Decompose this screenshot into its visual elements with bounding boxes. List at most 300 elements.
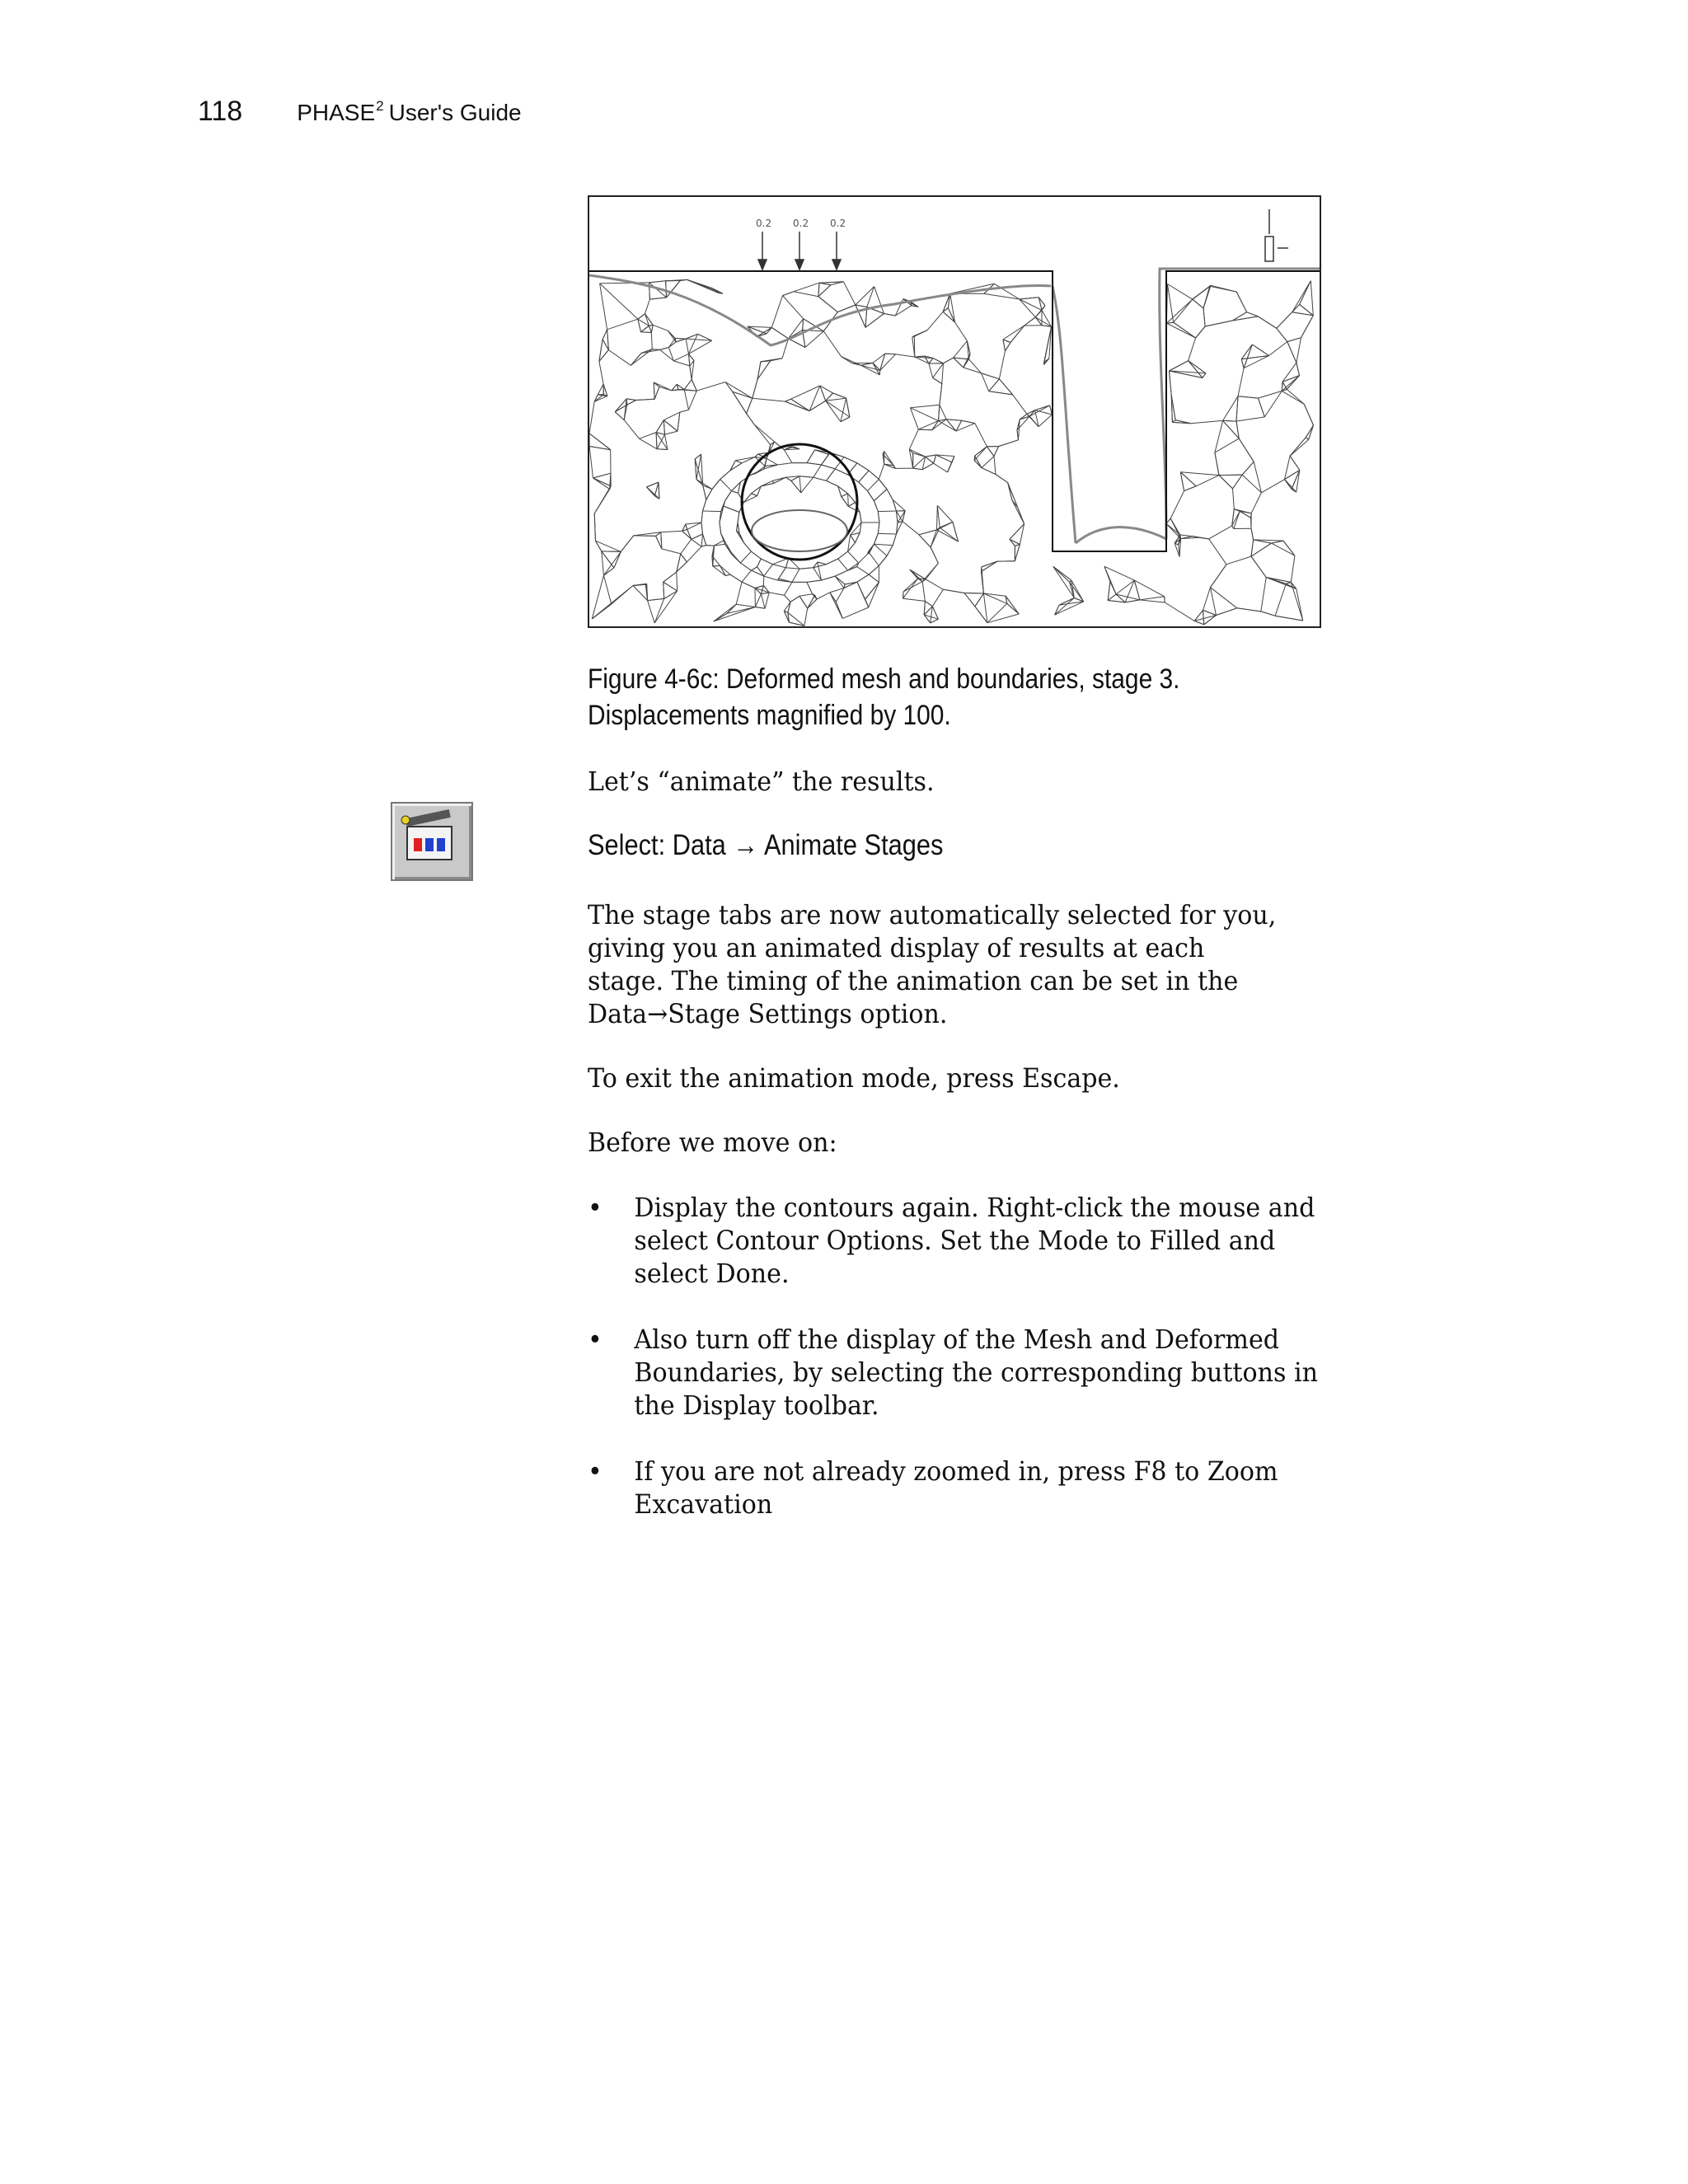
mesh-edge [859, 482, 868, 491]
mesh-edge [678, 412, 680, 431]
mesh-edge [593, 478, 610, 490]
mesh-edge [1174, 299, 1193, 322]
mesh-edge [1242, 462, 1254, 475]
mesh-edge [1007, 603, 1019, 614]
mesh-edge [1241, 344, 1252, 359]
mesh-edge [1053, 566, 1075, 598]
figure-caption [588, 661, 1240, 733]
mesh-edge [1013, 395, 1027, 415]
mesh-edge [1236, 292, 1246, 312]
mesh-edge [805, 331, 823, 348]
mesh-edge [751, 494, 757, 496]
mesh-edge [868, 491, 874, 501]
support-marker-icon [1265, 209, 1288, 261]
mesh-edge [1018, 508, 1025, 524]
mesh-edge [626, 399, 636, 401]
mesh-edge [1165, 602, 1194, 621]
mesh-edge [1296, 363, 1300, 376]
mesh-edge [868, 544, 874, 554]
mesh-edge [757, 327, 771, 336]
mesh-edge [1282, 391, 1304, 404]
mesh-edge [713, 566, 726, 576]
mesh-edge [1290, 440, 1309, 457]
mesh-edge [1203, 373, 1206, 378]
mesh-edge [657, 449, 668, 450]
mesh-edge [1272, 543, 1295, 555]
mesh-edge [922, 563, 938, 581]
mesh-edge [982, 457, 994, 468]
mesh-edge [1233, 475, 1243, 489]
caption-line-2: Displacements magnified by 100. [588, 700, 951, 731]
mesh-edge [842, 494, 848, 497]
mesh-edge [1292, 281, 1311, 312]
bullet-icon: • [588, 1192, 603, 1223]
mesh-edge [954, 358, 964, 368]
mesh-edge [600, 284, 638, 319]
mesh-edge [903, 579, 918, 598]
mesh-edge [755, 454, 758, 457]
mesh-edge [918, 429, 931, 430]
mesh-edge [913, 468, 923, 470]
load-arrows [758, 232, 841, 269]
mesh-edge [764, 458, 767, 469]
mesh-edge [860, 513, 861, 523]
mesh-edge [940, 527, 958, 541]
mesh-edge [1287, 389, 1304, 404]
mesh-edge [1174, 322, 1196, 338]
mesh-edge [982, 468, 996, 475]
mesh-edge [631, 354, 641, 366]
mesh-edge [589, 447, 593, 479]
mesh-edge [790, 596, 799, 602]
mesh-edge [1010, 524, 1025, 540]
mesh-edge [869, 583, 879, 608]
mesh-edge [653, 325, 668, 330]
mesh-edge [662, 549, 681, 554]
mesh-edge [1251, 528, 1254, 540]
mesh-edge [818, 297, 837, 312]
mesh-edge [857, 567, 870, 575]
mesh-edge [692, 534, 703, 539]
mesh-edge [1219, 475, 1242, 476]
mesh-edge [592, 604, 612, 619]
mesh-edge [869, 574, 879, 582]
mesh-edge [603, 384, 607, 396]
mesh-edge [975, 424, 987, 447]
mesh-edge [608, 350, 631, 366]
mesh-edge [857, 574, 869, 582]
mesh-edge [656, 420, 663, 433]
mesh-edge [792, 569, 799, 582]
mesh-edge [755, 607, 765, 609]
mesh-edge [946, 419, 962, 421]
mesh-edge [714, 604, 736, 621]
load-label-1: 0.2 [756, 218, 772, 229]
mesh-edge [1140, 597, 1165, 600]
mesh-edge [975, 593, 984, 607]
mesh-edge [931, 619, 939, 623]
mesh-edge [994, 447, 999, 457]
mesh-edge [955, 322, 968, 341]
mesh-edge [925, 601, 932, 606]
mesh-edge [1108, 601, 1125, 602]
mesh-edge [933, 359, 944, 363]
mesh-edge [1259, 391, 1282, 398]
mesh-edge [1290, 438, 1306, 456]
animate-stages-button[interactable] [391, 802, 473, 881]
mesh-edge [660, 348, 669, 350]
mesh-edge [743, 494, 751, 503]
mesh-edge [1237, 608, 1261, 612]
mesh-edge [607, 330, 609, 350]
mesh-edge [937, 506, 938, 530]
mesh-edge [1050, 405, 1053, 415]
mesh-edge [673, 361, 690, 366]
mesh-edge [1125, 600, 1140, 602]
mesh-edge [1251, 556, 1266, 577]
mesh-edge [761, 594, 765, 608]
mesh-edge [738, 513, 739, 523]
mesh-edge [673, 354, 688, 361]
mesh-edge [641, 332, 652, 333]
mesh-edge [896, 354, 915, 357]
mesh-edge [1304, 404, 1313, 425]
mesh-edge [640, 433, 657, 439]
mesh-edge [1275, 583, 1286, 616]
mesh-edge [603, 330, 607, 340]
mesh-edge [1203, 610, 1217, 615]
mesh-edge [1035, 317, 1042, 326]
mesh-edge [939, 421, 957, 431]
mesh-edge [956, 424, 975, 432]
mesh-edge [1203, 286, 1210, 308]
mesh-edge [932, 589, 943, 606]
animate-intro: Let’s “animate” the results. [588, 766, 935, 797]
mesh-edge [736, 582, 742, 604]
mesh-edge [725, 491, 732, 501]
mesh-edge [701, 511, 703, 523]
mesh-edge [649, 326, 651, 332]
mesh-edge [661, 531, 682, 532]
mesh-edge [594, 486, 611, 513]
mesh-edge [1272, 541, 1283, 543]
deformed-excavation-wall-right [1160, 269, 1320, 539]
mesh-edge [820, 386, 826, 401]
mesh-edge [1170, 371, 1172, 395]
mesh-edge [783, 296, 804, 319]
mesh-edge [754, 424, 770, 444]
mesh-edge [1170, 361, 1189, 371]
mesh-edge [826, 398, 846, 401]
mesh-edge [701, 534, 702, 546]
mesh-edge [942, 363, 944, 384]
mesh-edge [838, 559, 848, 570]
mesh-edge [621, 536, 633, 552]
mesh-edge [675, 338, 686, 339]
mesh-edge [690, 366, 692, 380]
mesh-edge [645, 299, 650, 314]
mesh-edge [1006, 596, 1019, 614]
bullet-text: Also turn off the display of the Mesh and Deformed Boundaries, by selecting the corresponding buttons in the Display toolbar. [634, 1324, 1318, 1421]
mesh-edge [600, 284, 607, 330]
mesh-edge [1226, 556, 1251, 565]
mesh-edge [803, 319, 804, 330]
mesh-edge [822, 576, 836, 580]
mesh-edge [724, 506, 739, 512]
mesh-edge [964, 593, 984, 594]
mesh-edge [823, 331, 841, 357]
mesh-edge [814, 477, 827, 480]
mesh-edge [767, 458, 778, 465]
mesh-edge [703, 511, 721, 512]
mesh-edge [666, 281, 667, 298]
mesh-edge [612, 586, 633, 605]
mesh-edge [1003, 340, 1010, 343]
mesh-edge [602, 551, 621, 552]
mesh-edge [879, 480, 887, 490]
mesh-edge [747, 414, 755, 425]
mesh-edge [755, 594, 761, 607]
mesh-edge [893, 534, 896, 546]
mesh-edge [784, 595, 790, 602]
mesh-edge [1234, 511, 1240, 528]
mesh-edge [931, 547, 938, 563]
mesh-edge [706, 490, 712, 500]
mesh-edge [826, 401, 850, 417]
mesh-edge [664, 591, 678, 598]
mesh-edge [733, 391, 747, 413]
mesh-edge [648, 601, 655, 623]
list-item [588, 1191, 1331, 1290]
mesh-edge [592, 575, 603, 619]
mesh-edge [663, 582, 678, 591]
mesh-edge [677, 554, 681, 572]
mesh-edge [865, 314, 884, 328]
mesh-edge [1239, 438, 1254, 462]
mesh-edge [680, 410, 689, 412]
mesh-edge [1215, 420, 1223, 452]
mesh-edge [1223, 420, 1236, 421]
mesh-edge [964, 593, 975, 607]
mesh-edge [934, 455, 936, 463]
mesh-edge [830, 593, 843, 619]
mesh-edge [1008, 483, 1018, 508]
mesh-edge [1217, 608, 1237, 616]
mesh-edge [757, 559, 762, 567]
mesh-edge [594, 513, 595, 541]
mesh-edge [874, 490, 887, 501]
mesh-edge [1232, 526, 1234, 529]
mesh-edge [1269, 342, 1287, 356]
mesh-edge [1010, 326, 1025, 342]
mesh-edge [696, 382, 725, 391]
guide-suffix: User's Guide [388, 100, 522, 125]
mesh-edge [799, 568, 814, 569]
mesh-edge [589, 434, 611, 450]
page-header [198, 96, 522, 128]
mesh-edge [874, 287, 884, 314]
mesh-edge [742, 582, 755, 588]
mesh-edge [940, 384, 942, 405]
mesh-edge [742, 570, 751, 582]
mesh-edge [755, 469, 764, 474]
mesh-edge [1296, 589, 1303, 621]
mesh-edge [1020, 299, 1042, 310]
mesh-edge [927, 312, 943, 330]
mesh-edge [842, 357, 852, 363]
mesh-edge [848, 503, 855, 507]
mesh-edge [844, 457, 857, 463]
mesh-edge [856, 305, 867, 307]
mesh-edge [1166, 524, 1181, 539]
mesh-edge [869, 471, 879, 480]
mesh-edge [919, 530, 937, 535]
mesh-edge [645, 314, 654, 326]
mesh-edge [651, 325, 653, 332]
mesh-edge [789, 339, 805, 348]
mesh-edge [1291, 583, 1302, 621]
mesh-edge [676, 339, 686, 342]
mesh-edge [615, 412, 624, 420]
load-label-2: 0.2 [793, 218, 809, 229]
mesh-edge [874, 544, 887, 555]
original-surface [589, 271, 1320, 551]
mesh-edge [1108, 594, 1116, 601]
mesh-edge [846, 398, 850, 417]
mesh-edge [827, 480, 838, 486]
mesh-edge [654, 482, 659, 496]
mesh-edge [884, 452, 894, 466]
mesh-edge [948, 457, 954, 472]
mesh-edge [663, 572, 677, 582]
mesh-edge [648, 598, 664, 600]
mesh-edge [1025, 317, 1036, 326]
mesh-edge [1180, 472, 1219, 476]
mesh-edge [1296, 338, 1301, 363]
mesh-edge [1184, 486, 1197, 491]
mesh-edge [1003, 326, 1025, 340]
mesh-edge [778, 463, 793, 465]
mesh-edge [984, 293, 1020, 299]
mesh-edge [799, 594, 813, 597]
mesh-edge [1286, 583, 1291, 584]
tunnel-opening [752, 510, 847, 551]
mesh-edge [712, 480, 720, 490]
mesh-edge [851, 535, 856, 542]
mesh-edge [1241, 359, 1244, 368]
mesh-edge [926, 455, 936, 457]
mesh-edge [725, 382, 733, 392]
mesh-edge [841, 417, 850, 422]
mesh-edge [1020, 298, 1039, 299]
bullet-icon: • [588, 1455, 603, 1487]
mesh-edge [1191, 420, 1223, 423]
list-item [588, 1455, 1331, 1521]
mesh-edge [740, 563, 751, 570]
mesh-edge [735, 461, 742, 463]
mesh-edge [743, 542, 751, 551]
mesh-edge [1261, 612, 1275, 616]
mesh-edge [954, 358, 969, 359]
mesh-edge [754, 424, 774, 442]
mesh-edge [807, 580, 822, 582]
mesh-edge [636, 399, 654, 400]
mesh-edge [922, 582, 925, 602]
mesh-edge [689, 354, 690, 366]
mesh-edge [703, 485, 706, 500]
mesh-edge [712, 556, 713, 566]
mesh-edge [807, 463, 822, 465]
mesh-edge [752, 567, 757, 570]
mesh-edge [848, 494, 856, 503]
mesh-edge [784, 450, 792, 463]
bullet-list [588, 1191, 1331, 1554]
mesh-edge [830, 593, 837, 602]
mesh-edge [1196, 476, 1219, 486]
mesh-edge [1251, 493, 1261, 513]
mesh-edge [799, 476, 801, 493]
list-item [588, 1323, 1331, 1422]
mesh-edge [822, 452, 830, 465]
deformed-excavation-wall-left [1053, 286, 1076, 543]
mesh-edge [692, 380, 696, 391]
mesh-edge [878, 523, 879, 533]
page-number: 118 [198, 96, 243, 127]
mesh-edge [859, 554, 868, 563]
mesh-edge [602, 551, 604, 575]
mesh-edge [769, 593, 784, 595]
mesh-edge [933, 363, 944, 378]
mesh-edge [1203, 308, 1205, 326]
mesh-edge [1277, 328, 1287, 341]
mesh-edge [1287, 338, 1301, 342]
mesh-edge [804, 608, 808, 626]
mesh-edge [663, 412, 680, 420]
stage-tabs-paragraph: The stage tabs are now automatically selected for you, giving you an animated display of results at each stage. The timing of the animation can be set in the Data→Stage Settings option. [588, 899, 1277, 1029]
mesh-edge [771, 327, 788, 338]
mesh-edge [1306, 438, 1308, 440]
mesh-edge [822, 465, 836, 469]
mesh-edge [1301, 316, 1314, 338]
mesh-edge [761, 359, 782, 362]
mesh-edge [837, 305, 856, 312]
mesh-edge [1020, 524, 1024, 545]
mesh-edge [887, 546, 893, 556]
mesh-edge [989, 379, 1000, 391]
mesh-edge [884, 314, 895, 316]
mesh-edge [999, 351, 1005, 379]
mesh-edge [771, 296, 782, 328]
mesh-edge [1311, 281, 1313, 316]
mesh-edge [725, 544, 731, 552]
mesh-edge [657, 434, 665, 449]
mesh-edge [634, 536, 656, 537]
mesh-edge [814, 465, 822, 477]
mesh-edge [1053, 566, 1070, 582]
mesh-edge [615, 399, 626, 412]
mesh-edge [681, 554, 687, 562]
mesh-edge [649, 298, 666, 299]
mesh-edge [654, 598, 664, 623]
mesh-edge [1020, 299, 1036, 317]
mesh-edge [668, 330, 676, 342]
mesh-edge [663, 582, 664, 598]
mesh-edge [701, 523, 703, 534]
mesh-edge [870, 553, 879, 566]
mesh-edge [677, 572, 678, 591]
mesh-edge [1215, 452, 1219, 475]
mesh-edge [1167, 284, 1192, 300]
